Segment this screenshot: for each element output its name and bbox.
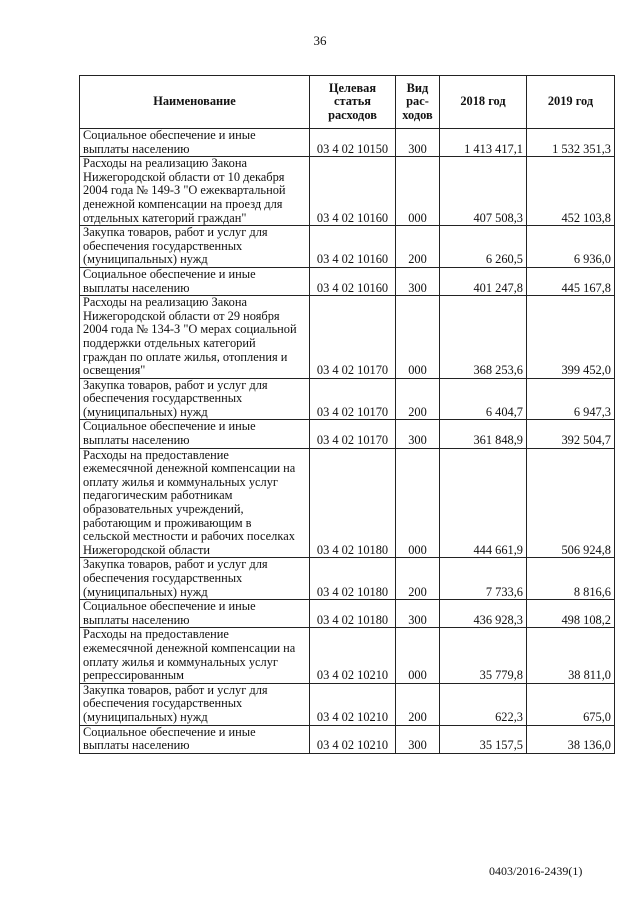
- row-expense-type: 200: [396, 226, 440, 268]
- row-name: Социальное обеспечение и иные выплаты населению: [80, 129, 310, 157]
- row-value-2019: 38 136,0: [527, 725, 615, 753]
- row-expense-type: 300: [396, 129, 440, 157]
- row-value-2019: 8 816,6: [527, 558, 615, 600]
- row-value-2018: 436 928,3: [440, 600, 527, 628]
- table-row: [80, 267, 615, 295]
- row-value-2018: 622,3: [440, 683, 527, 725]
- row-name: Закупка товаров, работ и услуг для обеспечения государственных (муниципальных) нужд: [80, 378, 310, 420]
- row-target-code: 03 4 02 10170: [310, 296, 396, 379]
- table-row: [80, 157, 615, 226]
- row-value-2018: 407 508,3: [440, 157, 527, 226]
- row-value-2019: 392 504,7: [527, 420, 615, 448]
- row-expense-type: 300: [396, 420, 440, 448]
- row-expense-type: 200: [396, 378, 440, 420]
- row-target-code: 03 4 02 10170: [310, 378, 396, 420]
- row-value-2019: 38 811,0: [527, 628, 615, 683]
- row-target-code: 03 4 02 10170: [310, 420, 396, 448]
- header-code: Целевая статья расходов: [310, 76, 396, 129]
- table-row: [80, 378, 615, 420]
- row-name: Расходы на предоставление ежемесячной денежной компенсации на оплату жилья и коммунальных услуг педагогическим работникам образовательных учреждений, работающим и проживающим в сельской местности и рабочих поселках Нижегородской области: [80, 448, 310, 558]
- row-target-code: 03 4 02 10160: [310, 157, 396, 226]
- row-expense-type: 200: [396, 558, 440, 600]
- row-expense-type: 300: [396, 600, 440, 628]
- row-name: Социальное обеспечение и иные выплаты населению: [80, 600, 310, 628]
- row-expense-type: 000: [396, 157, 440, 226]
- row-value-2018: 444 661,9: [440, 448, 527, 558]
- row-value-2018: 368 253,6: [440, 296, 527, 379]
- row-value-2019: 6 947,3: [527, 378, 615, 420]
- row-expense-type: 000: [396, 628, 440, 683]
- header-vid: Вид рас- ходов: [396, 76, 440, 129]
- row-name: Расходы на реализацию Закона Нижегородской области от 29 ноября 2004 года № 134-З "О мерах социальной поддержки отдельных категорий граждан по оплате жилья, отопления и освещения": [80, 296, 310, 379]
- row-value-2019: 675,0: [527, 683, 615, 725]
- row-value-2018: 6 260,5: [440, 226, 527, 268]
- table-row: [80, 628, 615, 683]
- table-row: [80, 226, 615, 268]
- row-target-code: 03 4 02 10160: [310, 226, 396, 268]
- row-value-2018: 1 413 417,1: [440, 129, 527, 157]
- row-value-2019: 498 108,2: [527, 600, 615, 628]
- row-name: Закупка товаров, работ и услуг для обеспечения государственных (муниципальных) нужд: [80, 226, 310, 268]
- table-row: [80, 683, 615, 725]
- row-value-2018: 6 404,7: [440, 378, 527, 420]
- header-name: Наименование: [80, 76, 310, 129]
- row-value-2018: 35 779,8: [440, 628, 527, 683]
- row-target-code: 03 4 02 10180: [310, 600, 396, 628]
- table-row: [80, 600, 615, 628]
- row-expense-type: 200: [396, 683, 440, 725]
- row-value-2019: 506 924,8: [527, 448, 615, 558]
- row-name: Социальное обеспечение и иные выплаты населению: [80, 267, 310, 295]
- table-header-row: [80, 76, 615, 129]
- row-target-code: 03 4 02 10150: [310, 129, 396, 157]
- row-target-code: 03 4 02 10210: [310, 683, 396, 725]
- row-expense-type: 000: [396, 296, 440, 379]
- row-name: Социальное обеспечение и иные выплаты населению: [80, 725, 310, 753]
- table-row: [80, 129, 615, 157]
- row-value-2019: 452 103,8: [527, 157, 615, 226]
- row-name: Социальное обеспечение и иные выплаты населению: [80, 420, 310, 448]
- row-value-2019: 399 452,0: [527, 296, 615, 379]
- row-value-2018: 35 157,5: [440, 725, 527, 753]
- page-number: 36: [313, 33, 327, 48]
- row-expense-type: 000: [396, 448, 440, 558]
- table-row: [80, 448, 615, 558]
- table-row: [80, 296, 615, 379]
- row-name: Расходы на предоставление ежемесячной денежной компенсации на оплату жилья и коммунальных услуг репрессированным: [80, 628, 310, 683]
- document-code: 0403/2016-2439(1): [489, 864, 583, 878]
- header-2018: 2018 год: [440, 76, 527, 129]
- row-target-code: 03 4 02 10210: [310, 725, 396, 753]
- table-row: [80, 558, 615, 600]
- row-target-code: 03 4 02 10180: [310, 448, 396, 558]
- row-target-code: 03 4 02 10180: [310, 558, 396, 600]
- row-name: Закупка товаров, работ и услуг для обеспечения государственных (муниципальных) нужд: [80, 683, 310, 725]
- budget-table: [79, 75, 615, 754]
- row-expense-type: 300: [396, 267, 440, 295]
- row-target-code: 03 4 02 10160: [310, 267, 396, 295]
- table-row: [80, 725, 615, 753]
- row-value-2018: 7 733,6: [440, 558, 527, 600]
- row-value-2019: 6 936,0: [527, 226, 615, 268]
- row-name: Закупка товаров, работ и услуг для обеспечения государственных (муниципальных) нужд: [80, 558, 310, 600]
- row-expense-type: 300: [396, 725, 440, 753]
- row-value-2018: 401 247,8: [440, 267, 527, 295]
- row-name: Расходы на реализацию Закона Нижегородской области от 10 декабря 2004 года № 149-З "О ежеквартальной денежной компенсации на проезд для отдельных категорий граждан": [80, 157, 310, 226]
- row-value-2018: 361 848,9: [440, 420, 527, 448]
- table-row: [80, 420, 615, 448]
- header-2019: 2019 год: [527, 76, 615, 129]
- row-value-2019: 1 532 351,3: [527, 129, 615, 157]
- row-value-2019: 445 167,8: [527, 267, 615, 295]
- row-target-code: 03 4 02 10210: [310, 628, 396, 683]
